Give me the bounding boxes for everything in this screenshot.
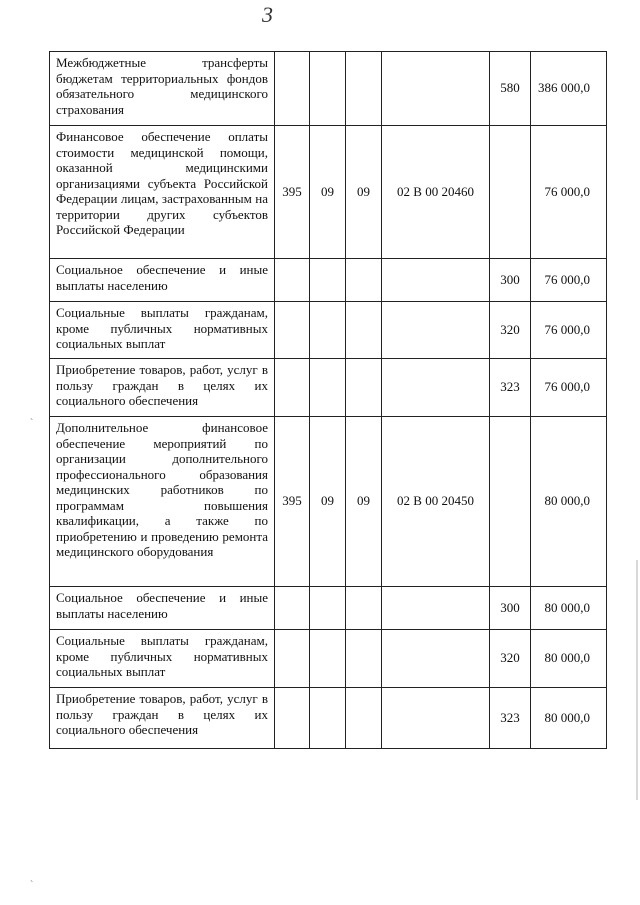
row-rz [310, 630, 346, 688]
row-pr [346, 359, 382, 417]
row-rz [310, 359, 346, 417]
row-pr [346, 688, 382, 749]
table-row [50, 630, 607, 688]
row-vr: 300 [490, 587, 531, 630]
row-gr [275, 52, 310, 126]
row-sum: 80 000,0 [531, 417, 607, 587]
table-row [50, 302, 607, 359]
row-vr: 323 [490, 359, 531, 417]
row-sum: 76 000,0 [531, 302, 607, 359]
row-gr [275, 630, 310, 688]
row-sum: 80 000,0 [531, 587, 607, 630]
row-pr [346, 52, 382, 126]
row-rz [310, 259, 346, 302]
row-pr [346, 587, 382, 630]
row-rz [310, 52, 346, 126]
row-vr: 320 [490, 630, 531, 688]
table-row [50, 688, 607, 749]
row-description: Межбюджетные трансферты бюджетам территориальных фондов обязательного медицинского страхования [50, 52, 275, 126]
row-csr: 02 В 00 20460 [382, 126, 490, 259]
row-csr [382, 688, 490, 749]
row-csr [382, 630, 490, 688]
scan-mark-bottom: ` [30, 880, 34, 891]
row-pr [346, 630, 382, 688]
row-description: Приобретение товаров, работ, услуг в пользу граждан в целях их социального обеспечения [50, 359, 275, 417]
row-description: Социальное обеспечение и иные выплаты населению [50, 587, 275, 630]
row-vr: 320 [490, 302, 531, 359]
row-vr: 580 [490, 52, 531, 126]
row-description: Социальные выплаты гражданам, кроме публичных нормативных социальных выплат [50, 302, 275, 359]
row-csr [382, 359, 490, 417]
row-gr: 395 [275, 126, 310, 259]
row-gr: 395 [275, 417, 310, 587]
row-gr [275, 587, 310, 630]
row-description: Финансовое обеспечение оплаты стоимости медицинской помощи, оказанной медицинскими организациями субъекта Российской Федерации лицам, застрахованным на территории других субъектов Российской Федерации [50, 126, 275, 259]
table-row [50, 359, 607, 417]
row-sum: 76 000,0 [531, 126, 607, 259]
row-sum: 76 000,0 [531, 259, 607, 302]
row-rz [310, 688, 346, 749]
budget-table [49, 51, 607, 749]
row-csr [382, 587, 490, 630]
row-gr [275, 359, 310, 417]
row-description: Социальное обеспечение и иные выплаты населению [50, 259, 275, 302]
row-pr: 09 [346, 126, 382, 259]
table-row [50, 417, 607, 587]
row-sum: 386 000,0 [531, 52, 607, 126]
scan-mark-left: ` [30, 418, 34, 429]
row-description: Социальные выплаты гражданам, кроме публичных нормативных социальных выплат [50, 630, 275, 688]
row-pr [346, 259, 382, 302]
row-rz: 09 [310, 126, 346, 259]
row-sum: 76 000,0 [531, 359, 607, 417]
table-row [50, 587, 607, 630]
row-sum: 80 000,0 [531, 688, 607, 749]
row-vr [490, 126, 531, 259]
row-gr [275, 302, 310, 359]
row-csr [382, 52, 490, 126]
row-csr [382, 302, 490, 359]
row-csr [382, 259, 490, 302]
row-pr [346, 302, 382, 359]
page-number: 3 [262, 2, 273, 27]
row-vr: 323 [490, 688, 531, 749]
row-vr [490, 417, 531, 587]
row-pr: 09 [346, 417, 382, 587]
table-row [50, 52, 607, 126]
row-gr [275, 259, 310, 302]
row-rz [310, 302, 346, 359]
row-description: Дополнительное финансовое обеспечение мероприятий по организации дополнительного профессионального образования медицинских работников по программам повышения квалификации, а также по приобретению и проведению ремонта медицинского оборудования [50, 417, 275, 587]
row-sum: 80 000,0 [531, 630, 607, 688]
row-csr: 02 В 00 20450 [382, 417, 490, 587]
row-gr [275, 688, 310, 749]
row-vr: 300 [490, 259, 531, 302]
table-row [50, 126, 607, 259]
table-body [50, 52, 607, 749]
row-rz [310, 587, 346, 630]
scan-edge-shadow [636, 560, 638, 800]
row-rz: 09 [310, 417, 346, 587]
table-row [50, 259, 607, 302]
row-description: Приобретение товаров, работ, услуг в пользу граждан в целях их социального обеспечения [50, 688, 275, 749]
